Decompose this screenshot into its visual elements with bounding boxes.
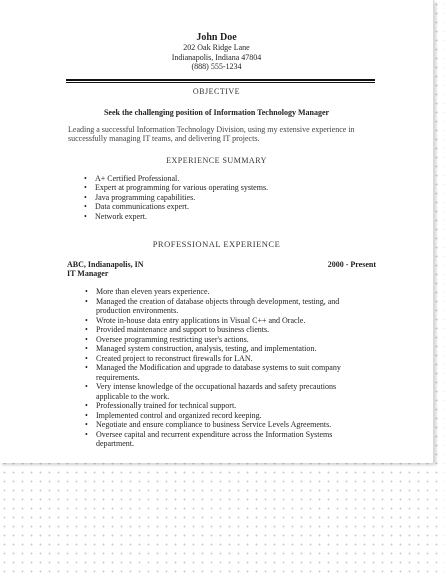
list-item: • Negotiate and ensure compliance to business Service Levels Agreements. (85, 420, 357, 430)
list-item: • Wrote in-house data entry applications in Visual C++ and Oracle. (85, 316, 357, 326)
header-divider (66, 79, 375, 83)
list-item: • Java programming capabilities. (84, 193, 433, 203)
list-item: • Expert at programming for various operating systems. (84, 183, 433, 193)
list-item: • Oversee programming restricting user's actions. (85, 335, 357, 345)
phone-line: (888) 555-1234 (191, 62, 242, 71)
list-item: • Professionally trained for technical support. (85, 401, 357, 411)
list-item: • Data communications expert. (84, 202, 433, 212)
summary-list (84, 174, 433, 222)
job-dates: 2000 - Present (327, 260, 376, 269)
list-item: • Oversee capital and recurrent expenditure across the Information Systems department. (85, 430, 357, 449)
candidate-name: John Doe (196, 32, 237, 43)
list-item: • Provided maintenance and support to business clients. (85, 325, 357, 335)
list-item: • Created project to reconstruct firewalls for LAN. (85, 354, 357, 364)
company-name: ABC, Indianapolis, IN (67, 260, 144, 269)
objective-section-title: OBJECTIVE (192, 86, 241, 96)
list-item: • Network expert. (84, 212, 433, 222)
list-item: • Managed system construction, analysis, testing, and implementation. (85, 344, 357, 354)
city-line: Indianapolis, Indiana 47804 (171, 52, 262, 62)
list-item: • Very intense knowledge of the occupational hazards and safety precautions applicable to the work. (85, 382, 357, 401)
objective-headline: Seek the challenging position of Information Technology Manager (103, 107, 330, 117)
list-item: • Managed the creation of database objects through development, testing, and production environments. (85, 297, 357, 316)
professional-section-title: PROFESSIONAL EXPERIENCE (152, 239, 281, 249)
address-line: 202 Oak Ridge Lane (183, 43, 250, 52)
duties-list (85, 287, 357, 449)
summary-section-title: EXPERIENCE SUMMARY (166, 155, 267, 165)
list-item: • Managed the Modification and upgrade to database systems to suit company requirements. (85, 363, 357, 382)
list-item: • More than eleven years experience. (85, 287, 357, 297)
resume-header (0, 32, 433, 72)
job-title: IT Manager (67, 269, 109, 278)
objective-text: Leading a successful Information Technology Division, using my extensive experience in successfully managing IT teams, and delivering IT projects. (68, 124, 355, 143)
job-row (67, 260, 376, 269)
list-item: • Implemented control and organized record keeping. (85, 411, 357, 421)
list-item: • A+ Certified Professional. (84, 174, 433, 184)
